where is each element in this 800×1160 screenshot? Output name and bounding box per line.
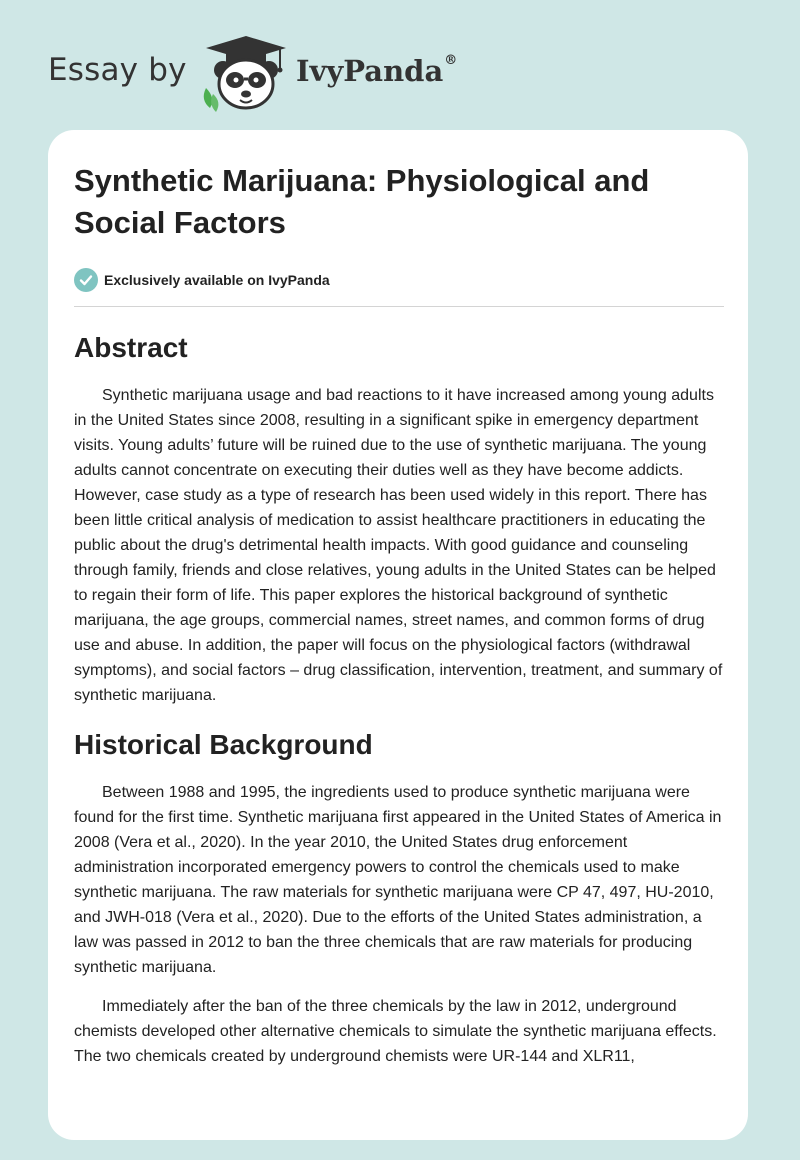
abstract-paragraph: Synthetic marijuana usage and bad reactions to it have increased among young adults in the United States since 2008, resulting in a significant spike in emergency department visits. Young adults’ future will be ruined due to the use of synthetic marijuana. The young adults cannot concentrate on executing their duties well as they have become addicts. However, case study as a type of research has been used widely in this report. There has been little critical analysis of medication to assist healthcare practitioners in educating the public about the drug's detrimental health impacts. With good guidance and counseling through family, friends and close relatives, young adults in the United States can be helped to regain their form of life. This paper explores the historical background of synthetic marijuana, the age groups, commercial names, street names, and common forms of drug use and abuse. In addition, the paper will focus on the physiological factors (withdrawal symptoms), and social factors – drug classification, intervention, treatment, and summary of synthetic marijuana. [74, 387, 723, 704]
brand-name[interactable]: IvyPanda® [296, 53, 458, 88]
ivypanda-logo-icon[interactable] [200, 32, 292, 112]
exclusive-badge-text: Exclusively available on IvyPanda [104, 272, 330, 288]
essay-content [74, 160, 724, 1083]
exclusive-badge [74, 266, 724, 294]
history-paragraph-1: Between 1988 and 1995, the ingredients used to produce synthetic marijuana were found for the first time. Synthetic marijuana first appeared in the United States of America in 2008 (Vera et al., 2020). In the year 2010, the United States drug enforcement administration incorporated emergency powers to control the chemicals used to make synthetic marijuana. The raw materials for synthetic marijuana were CP 47, 497, HU-2010, and JWH-018 (Vera et al., 2020). Due to the efforts of the United States administration, a law was passed in 2012 to ban the three chemicals that are raw materials for producing synthetic marijuana. [74, 784, 722, 976]
registered-mark: ® [444, 53, 458, 69]
section-heading-abstract: Abstract [74, 332, 188, 363]
essay-by-label: Essay by [48, 52, 187, 88]
check-circle-icon [74, 268, 98, 292]
essay-card [48, 130, 748, 1140]
site-header [48, 30, 608, 114]
history-paragraph-2: Immediately after the ban of the three chemicals by the law in 2012, underground chemists developed other alternative chemicals to simulate the synthetic marijuana effects. The two chemicals created by underground chemists were UR-144 and XLR11, [74, 998, 717, 1065]
essay-title: Synthetic Marijuana: Physiological and Social Factors [74, 163, 650, 240]
section-heading-historical-background: Historical Background [74, 729, 373, 760]
title-divider [74, 306, 724, 307]
